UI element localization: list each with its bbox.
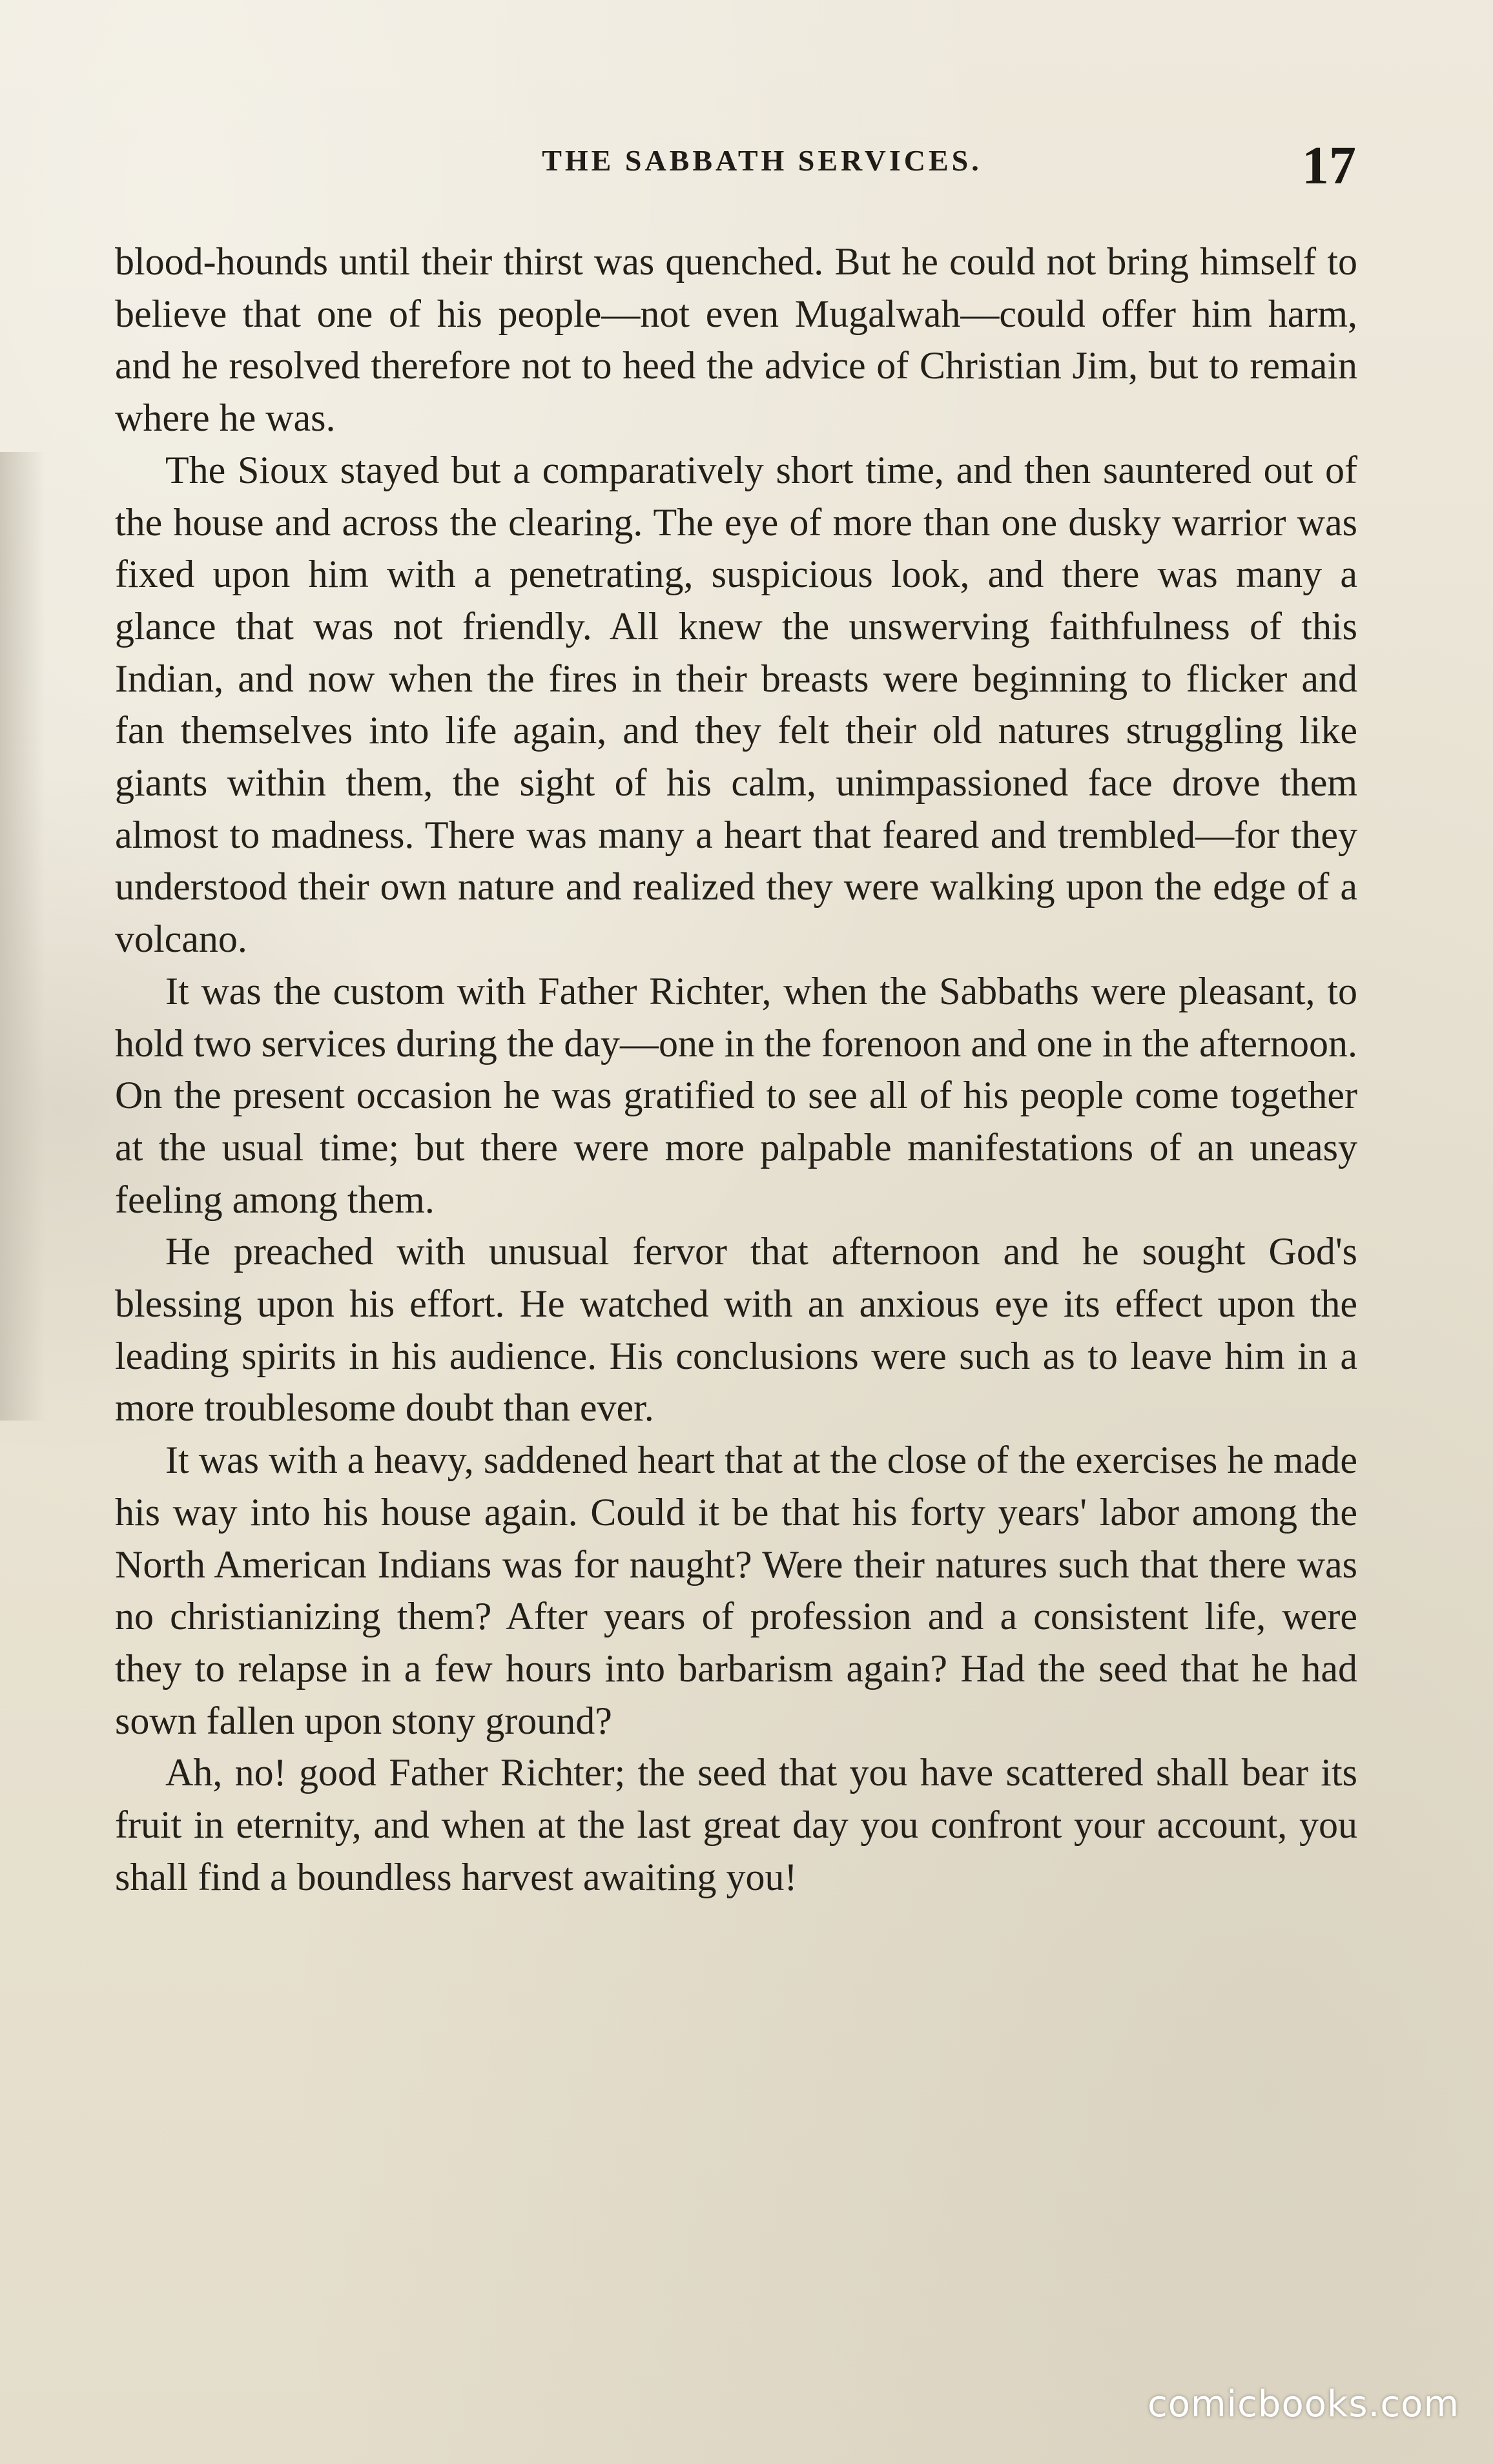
body-text [115, 236, 1357, 1904]
paragraph: He preached with unusual fervor that afternoon and he sought God's blessing upon his effort. He watched with an anxious eye its effect upon the leading spirits in his audience. His conclusions were such as to leave him in a more troublesome doubt than ever. [115, 1230, 1357, 1430]
paragraph: It was the custom with Father Richter, when the Sabbaths were pleasant, to hold two services during the day—one in the forenoon and one in the afternoon. On the present occasion he was gratified to see all of his people come together at the usual time; but there were more palpable manifestations of an uneasy feeling among them. [115, 969, 1357, 1221]
running-head: THE SABBATH SERVICES. [542, 144, 982, 177]
watermark: comicbooks.com [1147, 2383, 1459, 2425]
page-number: 17 [1302, 136, 1356, 196]
paragraph: The Sioux stayed but a comparatively short time, and then sauntered out of the house and across the clearing. The eye of more than one dusky warrior was fixed upon him with a penetrating, suspicious look, and there was many a glance that was not friendly. All knew the unswerving faithfulness of this Indian, and now when the fires in their breasts were beginning to flicker and fan themselves into life again, and they felt their old natures struggling like giants within them, the sight of his calm, unimpassioned face drove them almost to madness. There was many a heart that feared and trembled—for they understood their own nature and realized they were walking upon the edge of a volcano. [115, 448, 1357, 961]
worn-page-edge [0, 452, 45, 1421]
paragraph: It was with a heavy, saddened heart that at the close of the exercises he made his way into his house again. Could it be that his forty years' labor among the North American Indians was for naught? Were their natures such that there was no christianizing them? After years of profession and a consistent life, were they to relapse in a few hours into barbarism again? Had the seed that he had sown fallen upon stony ground? [115, 1439, 1357, 1742]
paragraph: blood-hounds until their thirst was quenched. But he could not bring himself to believe that one of his people—not even Mugalwah—could offer him harm, and he resolved therefore not to heed the advice of Christian Jim, but to remain where he was. [115, 240, 1357, 440]
paragraph: Ah, no! good Father Richter; the seed that you have scattered shall bear its fruit in eternity, and when at the last great day you confront your account, you shall find a boundless harvest awaiting you! [115, 1751, 1357, 1898]
